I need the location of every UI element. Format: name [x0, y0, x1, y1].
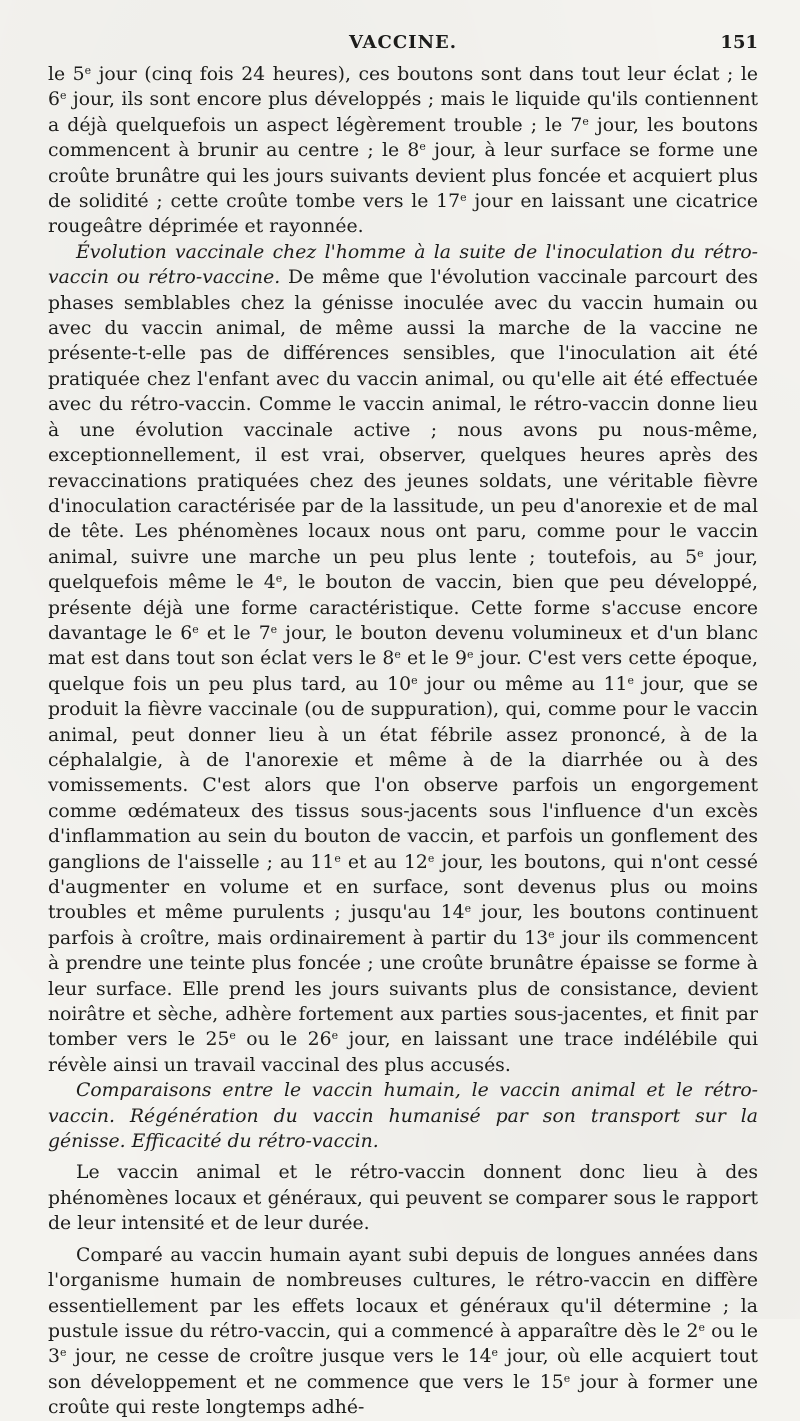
text-run: jour ils commencent à prendre une teinte plus foncée ; une croûte brunâtre épaisse se forme à leur surface. Elle prend les jours suivants plus de consistance, devient noirâtre et sèche, adhère fortement aux parties sous-jacentes, et finit par tomber vers le 25: [48, 927, 758, 1051]
ordinal-superscript: e: [411, 673, 418, 687]
text-run: jour, quelquefois même le 4: [48, 546, 758, 594]
ordinal-superscript: e: [467, 648, 474, 662]
paragraph: [48, 1078, 758, 1154]
text-run: , le bouton de vaccin, bien que peu développé, présente déjà une forme caractéristique. Cette forme s'accuse encore davantage le 6: [48, 572, 758, 644]
text-run: jour, ils sont encore plus développés ; mais le liquide qu'ils contiennent a déjà quelquefois un aspect légèrement trouble ; le 7: [48, 89, 758, 136]
text-run: jour, où elle acquiert tout son développement et ne commence que vers le 15: [48, 1346, 758, 1393]
paragraph: [48, 1160, 758, 1236]
page-number: 151: [720, 32, 758, 53]
ordinal-superscript: e: [84, 64, 92, 78]
text-run: jour, le bouton devenu volumineux et d'un blanc mat est dans tout son éclat vers le 8: [48, 622, 758, 670]
text-run: De même que l'évolution vaccinale parcourt des phases semblables chez la génisse inoculée avec du vaccin humain ou avec du vaccin animal, de même aussi la marche de la vaccine ne présente-t-elle pas de différences sensibles, que l'inoculation ait été pratiquée chez l'enfant avec du vaccin animal, ou qu'elle ait été effectuée avec du rétro-vaccin. Comme le vaccin animal, le rétro-vaccin donne lieu à une évolution vaccinale active ; nous avons pu nous-même, exceptionnellement, il est vrai, observer, quelques heures après des revaccinations pratiquées chez des jeunes soldats, une véritable fièvre d'inoculation caractérisée par de la lassitude, un peu d'anorexie et de mal de tête. Les phénomènes locaux nous ont paru, comme pour le vaccin animal, suivre une marche un peu plus lente ; toutefois, au 5: [48, 267, 758, 568]
text-run: jour, les boutons commencent à brunir au centre ; le 8: [48, 114, 758, 162]
text-run: le 5: [48, 64, 85, 85]
paragraph: [48, 1243, 758, 1421]
ordinal-superscript: e: [698, 1320, 705, 1334]
ordinal-superscript: e: [394, 648, 401, 662]
ordinal-superscript: e: [59, 1346, 67, 1360]
text-run: jour, les boutons, qui n'ont cessé d'augmenter en volume et en surface, sont devenus plus ou moins troubles et même purulents ; jusqu'au 14: [48, 851, 758, 924]
ordinal-superscript: e: [582, 114, 589, 128]
paragraph: [48, 62, 758, 240]
ordinal-superscript: e: [192, 622, 199, 636]
ordinal-superscript: e: [464, 902, 472, 916]
ordinal-superscript: e: [548, 927, 555, 941]
ordinal-superscript: e: [275, 572, 283, 586]
text-run: et au 12: [340, 851, 428, 873]
ordinal-superscript: e: [270, 622, 278, 636]
text-run: jour, les boutons continuent parfois à croître, mais ordinairement à partir du 13: [48, 902, 758, 949]
ordinal-superscript: e: [334, 851, 341, 865]
italic-heading-text: Comparaisons entre le vaccin humain, le vaccin animal et le rétro-vaccin. Régénération du vaccin humanisé par son transport sur la génisse. Efficacité du rétro-vaccin.: [48, 1080, 758, 1153]
text-run: jour (cinq fois 24 heures), ces boutons sont dans tout leur éclat ; le 6: [48, 64, 758, 111]
ordinal-superscript: e: [229, 1029, 236, 1043]
ordinal-superscript: e: [627, 673, 634, 687]
paragraph: [48, 240, 758, 1078]
text-run: jour, ne cesse de croître jusque vers le 14: [66, 1346, 492, 1368]
text-run: jour en laissant une cicatrice rougeâtre déprimée et rayonnée.: [48, 191, 758, 238]
ordinal-superscript: e: [427, 851, 435, 865]
text-run: et le 7: [198, 622, 271, 644]
text-run: jour, à leur surface se forme une croûte brunâtre qui les jours suivants devient plus foncée et acquiert plus de solidité ; cette croûte tombe vers le 17: [48, 140, 758, 213]
body-text: [48, 62, 758, 1421]
text-run: jour, que se produit la fièvre vaccinale (ou de suppuration), qui, comme pour le vaccin animal, peut donner lieu à un état fébrile assez prononcé, à de la céphalalgie, à de l'anorexie et même à de la diarrhée ou à des vomissements. C'est alors que l'on observe parfois un engorgement comme œdémateux des tissus sous-jacents sous l'influence d'un excès d'inflammation au sein du bouton de vaccin, et parfois un gonflement des ganglions de l'aisselle ; au 11: [48, 673, 758, 873]
text-run: jour, en laissant une trace indélébile qui révèle ainsi un travail vaccinal des plus accusés.: [48, 1029, 758, 1076]
text-run: Comparé au vaccin humain ayant subi depuis de longues années dans l'organisme humain de nombreuses cultures, le rétro-vaccin en diffère essentiellement par les effets locaux et généraux qu'il détermine ; la pustule issue du rétro-vaccin, qui a commencé à apparaître dès le 2: [48, 1244, 758, 1342]
text-run: jour ou même au 11: [417, 673, 628, 695]
italic-heading-text: Évolution vaccinale chez l'homme à la suite de l'inoculation du rétro-vaccin ou rétro-vaccine.: [48, 241, 758, 289]
text-run: ou le 3: [48, 1320, 758, 1368]
text-run: jour. C'est vers cette époque, quelque fois un peu plus tard, au 10: [48, 648, 758, 695]
text-run: jour à former une croûte qui reste longtemps adhé-: [48, 1371, 758, 1419]
text-run: Le vaccin animal et le rétro-vaccin donnent donc lieu à des phénomènes locaux et généraux, qui peuvent se comparer sous le rapport de leur intensité et de leur durée.: [48, 1162, 758, 1235]
ordinal-superscript: e: [460, 191, 467, 205]
ordinal-superscript: e: [419, 140, 426, 154]
text-run: ou le 26: [235, 1029, 332, 1051]
ordinal-superscript: e: [563, 1371, 571, 1385]
ordinal-superscript: e: [697, 546, 704, 560]
ordinal-superscript: e: [491, 1346, 498, 1360]
running-head: VACCINE.: [348, 32, 458, 53]
ordinal-superscript: e: [331, 1029, 339, 1043]
ordinal-superscript: e: [59, 89, 67, 103]
text-run: et le 9: [400, 648, 467, 670]
page-header: [48, 26, 758, 56]
